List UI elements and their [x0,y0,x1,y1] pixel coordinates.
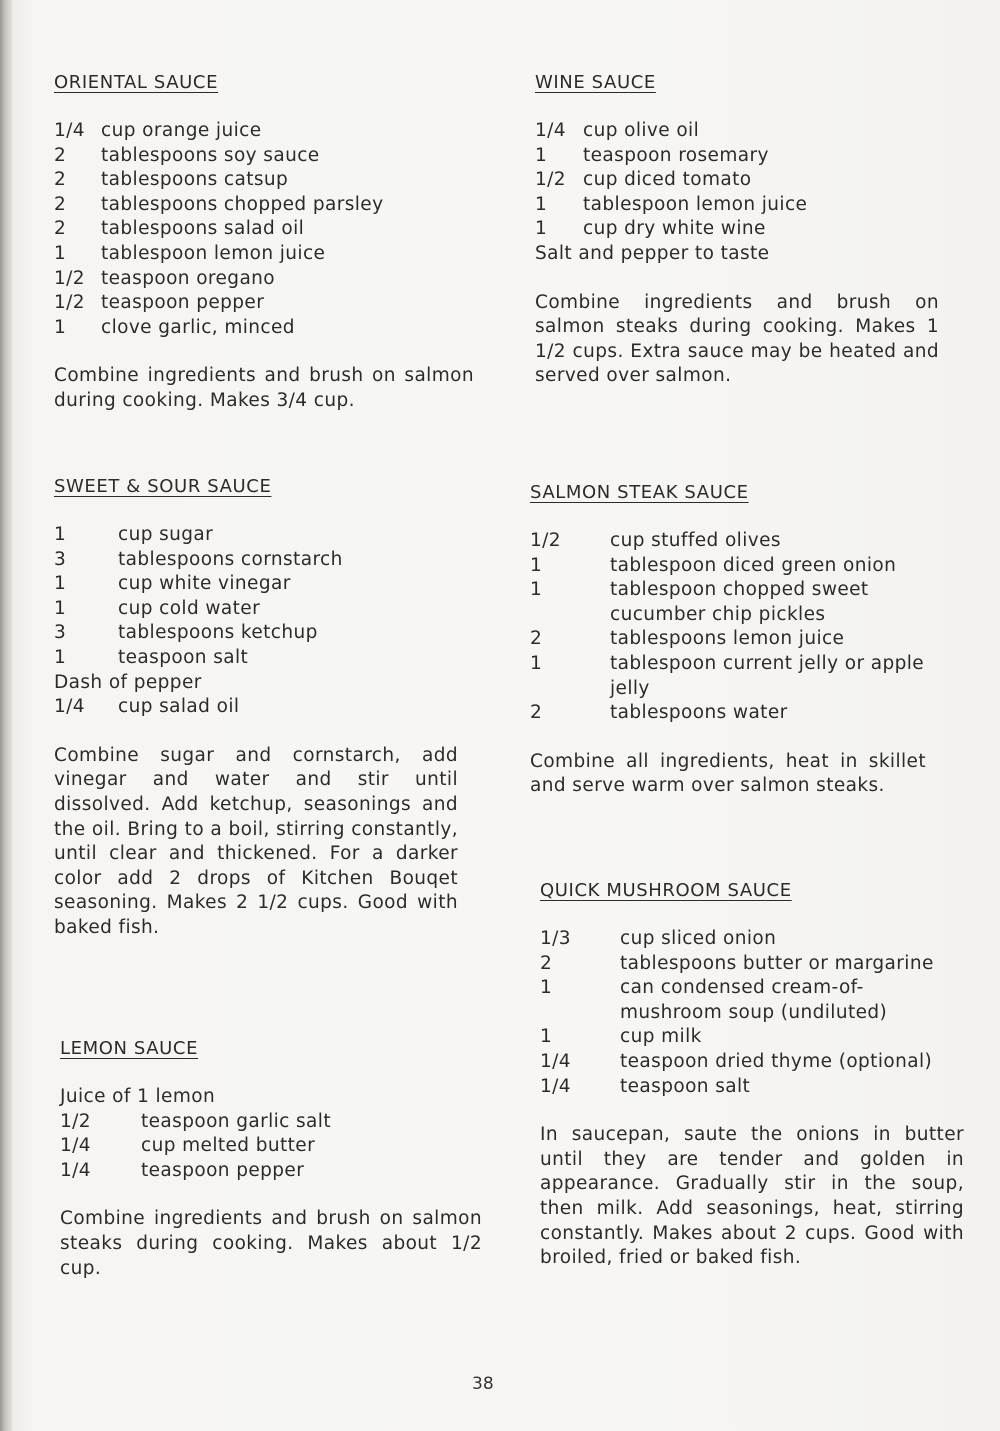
ingredient-quantity: 1 [54,242,67,264]
recipe-instructions: Combine ingredients and brush on salmon during cooking. Makes 3/4 cup. [54,365,474,411]
ingredient-row [54,597,458,622]
ingredient-row [54,291,474,316]
ingredient-quantity: 1/4 [60,1135,91,1157]
ingredient-text: tablespoons chopped parsley [101,193,384,215]
ingredient-text: clove garlic, minced [101,316,295,338]
ingredient-row [54,646,458,671]
ingredient-quantity: 3 [54,548,67,570]
ingredient-row [60,1159,482,1184]
ingredient-quantity: 2 [530,628,543,650]
ingredient-list [54,523,458,720]
recipe-instructions: Combine sugar and cornstarch, add vinegar and water and stir until dissolved. Add ketchup, seasonings and the oil. Bring to a boil, stirring constantly, until clear and thickened. For a darker color add 2 drops of Kitchen Bouqet seasoning. Makes 2 1/2 cups. Good with baked fish. [54,744,458,938]
ingredient-text: tablespoon lemon juice [583,193,808,215]
recipe-instructions: Combine ingredients and brush on salmon steaks during cooking. Makes about 1/2 cup. [60,1208,482,1279]
ingredient-row [535,242,939,267]
ingredient-quantity: 1/4 [540,1075,571,1097]
ingredient-quantity: 1/4 [540,1050,571,1072]
page-number: 38 [472,1374,494,1394]
ingredient-quantity: 1 [530,579,543,601]
ingredient-list [540,927,964,1099]
book-spine-shadow [0,0,12,1431]
ingredient-quantity: 1 [530,652,543,674]
ingredient-row [54,217,474,242]
ingredient-quantity: 1/2 [60,1110,91,1132]
ingredient-row [54,242,474,267]
ingredient-row [530,652,926,701]
ingredient-text: Dash of pepper [54,671,202,693]
ingredient-quantity: 1/4 [54,696,85,718]
ingredient-text: Salt and pepper to taste [535,242,770,264]
ingredient-row [535,168,939,193]
ingredient-text: cup olive oil [583,120,700,141]
ingredient-row [540,927,964,952]
ingredient-list [535,119,939,267]
ingredient-row [54,621,458,646]
ingredient-row [530,529,926,554]
recipe-title: LEMON SAUCE [60,1038,199,1059]
recipe-quick-mushroom-sauce [540,880,964,1271]
ingredient-quantity: 2 [540,952,553,974]
ingredient-text: cup sliced onion [620,928,777,949]
ingredient-row [540,1050,964,1075]
ingredient-list [54,119,474,340]
ingredient-row [540,952,964,977]
ingredient-row [54,671,458,696]
ingredient-row [535,217,939,242]
ingredient-quantity: 1/2 [530,530,561,551]
ingredient-quantity: 1 [54,573,67,595]
recipe-sweet-sour-sauce [54,476,458,941]
ingredient-row [54,267,474,292]
ingredient-quantity: 1/2 [54,267,85,289]
ingredient-row [60,1110,482,1135]
ingredient-row [54,144,474,169]
ingredient-quantity: 2 [54,193,67,215]
ingredient-row [530,627,926,652]
ingredient-text: teaspoon pepper [101,292,265,314]
ingredient-text: cup cold water [118,597,261,619]
ingredient-text: tablespoons soy sauce [101,144,320,166]
ingredient-quantity: 1/3 [540,928,571,949]
ingredient-row [535,144,939,169]
ingredient-row [54,695,458,720]
ingredient-row [530,554,926,579]
ingredient-text: tablespoons water [610,702,788,724]
ingredient-row [530,578,926,627]
ingredient-text: teaspoon salt [620,1075,751,1097]
recipe-oriental-sauce [54,72,474,414]
ingredient-text: teaspoon rosemary [583,144,769,166]
ingredient-quantity: 1/4 [60,1159,91,1181]
recipe-title: SWEET & SOUR SAUCE [54,476,272,497]
ingredient-text: teaspoon salt [118,646,249,668]
ingredient-text: cup white vinegar [118,573,291,595]
ingredient-quantity: 1 [54,524,67,545]
ingredient-quantity: 2 [54,169,67,191]
ingredient-text: cup diced tomato [583,169,752,191]
ingredient-text: can condensed cream-of-mushroom soup (undiluted) [620,977,888,1023]
ingredient-text: tablespoons lemon juice [610,628,845,650]
ingredient-text: cup sugar [118,524,214,545]
ingredient-row [54,523,458,548]
recipe-salmon-steak-sauce [530,482,926,799]
ingredient-row [54,119,474,144]
ingredient-text: tablespoons catsup [101,169,289,191]
ingredient-quantity: 2 [530,702,543,724]
ingredient-quantity: 2 [54,218,67,240]
ingredient-text: Juice of 1 lemon [60,1086,216,1107]
ingredient-quantity: 1 [535,193,548,215]
ingredient-quantity: 1/2 [535,169,566,191]
ingredient-quantity: 1 [54,316,67,338]
ingredient-quantity: 3 [54,622,67,644]
ingredient-text: tablespoons cornstarch [118,548,343,570]
ingredient-text: cup salad oil [118,696,240,718]
recipe-instructions: Combine all ingredients, heat in skillet and serve warm over salmon steaks. [530,750,926,797]
recipe-instructions: Combine ingredients and brush on salmon steaks during cooking. Makes 1 1/2 cups. Extra sauce may be heated and served over salmon. [535,291,939,387]
ingredient-text: cup melted butter [141,1135,316,1157]
ingredient-row [530,701,926,726]
recipe-instructions: In saucepan, saute the onions in butter until they are tender and golden in appearance. Gradually stir in the soup, then milk. Add seasonings, heat, stirring constantly. Makes about 2 cups. Good with broiled, fried or baked fish. [540,1124,964,1269]
ingredient-row [54,168,474,193]
ingredient-text: tablespoon diced green onion [610,554,897,576]
recipe-title: SALMON STEAK SAUCE [530,482,749,503]
ingredient-quantity: 1 [535,218,548,240]
ingredient-row [60,1134,482,1159]
ingredient-text: cup orange juice [101,120,262,141]
ingredient-list [60,1085,482,1183]
ingredient-quantity: 1/4 [535,120,566,141]
ingredient-row [540,1025,964,1050]
ingredient-quantity: 1 [540,1026,553,1048]
ingredient-row [54,572,458,597]
ingredient-text: tablespoon current jelly or apple jelly [610,652,925,699]
ingredient-text: cup dry white wine [583,218,766,240]
ingredient-quantity: 1 [535,144,548,166]
recipe-title: WINE SAUCE [535,72,656,93]
ingredient-text: tablespoon chopped sweet cucumber chip pickles [610,579,869,625]
ingredient-quantity: 1 [54,597,67,619]
ingredient-row [535,119,939,144]
ingredient-list [530,529,926,726]
ingredient-quantity: 2 [54,144,67,166]
ingredient-row [54,193,474,218]
ingredient-quantity: 1 [54,646,67,668]
ingredient-row [60,1085,482,1110]
ingredient-row [54,316,474,341]
ingredient-row [54,548,458,573]
ingredient-text: tablespoons ketchup [118,622,318,644]
recipe-wine-sauce [535,72,939,389]
ingredient-row [535,193,939,218]
ingredient-text: tablespoons butter or margarine [620,952,934,974]
ingredient-row [540,1075,964,1100]
recipe-title: ORIENTAL SAUCE [54,72,219,93]
ingredient-text: tablespoons salad oil [101,218,305,240]
ingredient-text: tablespoon lemon juice [101,242,326,264]
ingredient-text: teaspoon garlic salt [141,1110,331,1132]
recipe-lemon-sauce [60,1038,482,1281]
ingredient-row [540,976,964,1025]
ingredient-text: teaspoon oregano [101,267,276,289]
recipe-title: QUICK MUSHROOM SAUCE [540,880,792,901]
ingredient-text: cup milk [620,1026,702,1048]
ingredient-quantity: 1/2 [54,292,85,314]
ingredient-text: teaspoon dried thyme (optional) [620,1050,933,1072]
ingredient-quantity: 1 [530,554,543,576]
ingredient-quantity: 1/4 [54,120,85,141]
ingredient-text: teaspoon pepper [141,1159,305,1181]
ingredient-quantity: 1 [540,977,553,999]
ingredient-text: cup stuffed olives [610,530,781,551]
